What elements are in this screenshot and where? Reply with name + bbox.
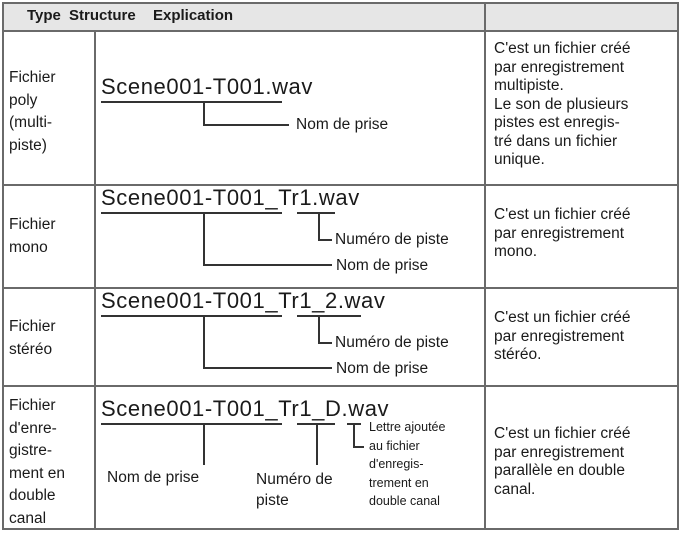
leader-line [316, 423, 318, 465]
leader-line [318, 239, 332, 241]
label-take-name: Nom de prise [107, 469, 200, 486]
table-border-top [2, 2, 679, 4]
row-explanation: C'est un fichier créé par enregistrement multipiste. Le son de plusieurs pistes est enregis- tré dans un fichier unique. [494, 40, 631, 168]
leader-line [203, 423, 205, 465]
leader-line [203, 264, 332, 266]
leader-line [353, 423, 355, 447]
row-explanation: C'est un fichier créé par enregistrement parallèle en double canal. [494, 425, 631, 498]
label-dual-channel-letter: Lettre ajoutée au fichier d'enregis- trement en double canal [369, 420, 446, 508]
leader-line [203, 101, 205, 125]
table-divider [484, 2, 486, 529]
leader-line [203, 367, 332, 369]
take-name-underline [101, 423, 282, 425]
filename-poly: Scene001-T001.wav [101, 74, 313, 99]
filename-stereo: Scene001-T001_Tr1_2.wav [101, 288, 386, 313]
leader-line [318, 315, 320, 343]
filename-mono: Scene001-T001_Tr1.wav [101, 185, 360, 210]
label-take-name: Nom de prise [296, 116, 389, 133]
row-type: Fichier d'enre- gistre- ment en double canal [9, 397, 66, 527]
table-divider [2, 385, 679, 387]
leader-line [203, 212, 205, 264]
leader-line [318, 342, 332, 344]
track-number-underline [297, 212, 335, 214]
leader-line [203, 124, 289, 126]
row-type: Fichier mono [9, 216, 56, 256]
table-divider [94, 30, 96, 529]
table-border-right [677, 2, 679, 529]
take-name-underline [101, 315, 282, 317]
table-border-bottom [2, 528, 679, 530]
leader-line [203, 315, 205, 368]
row-explanation: C'est un fichier créé par enregistrement mono. [494, 206, 631, 260]
header-type: Type [27, 7, 61, 24]
leader-line [318, 212, 320, 240]
filename-dual-channel: Scene001-T001_Tr1_D.wav [101, 396, 390, 421]
label-take-name: Nom de prise [336, 360, 429, 377]
take-name-underline [101, 212, 282, 214]
header-structure: Structure [69, 7, 136, 24]
take-name-underline [101, 101, 282, 103]
table-divider [2, 30, 679, 32]
row-explanation: C'est un fichier créé par enregistrement stéréo. [494, 309, 631, 363]
track-number-underline [297, 315, 361, 317]
label-take-name: Nom de prise [336, 257, 429, 274]
header-explication: Explication [153, 7, 234, 24]
table-border-left [2, 2, 4, 529]
row-type: Fichier poly (multi- piste) [9, 69, 56, 154]
label-track-number: Numéro de piste [335, 334, 449, 351]
label-track-number: Numéro de piste [335, 231, 449, 248]
label-track-number: Numéro de piste [256, 471, 333, 509]
row-type: Fichier stéréo [9, 318, 56, 358]
leader-line [353, 446, 364, 448]
